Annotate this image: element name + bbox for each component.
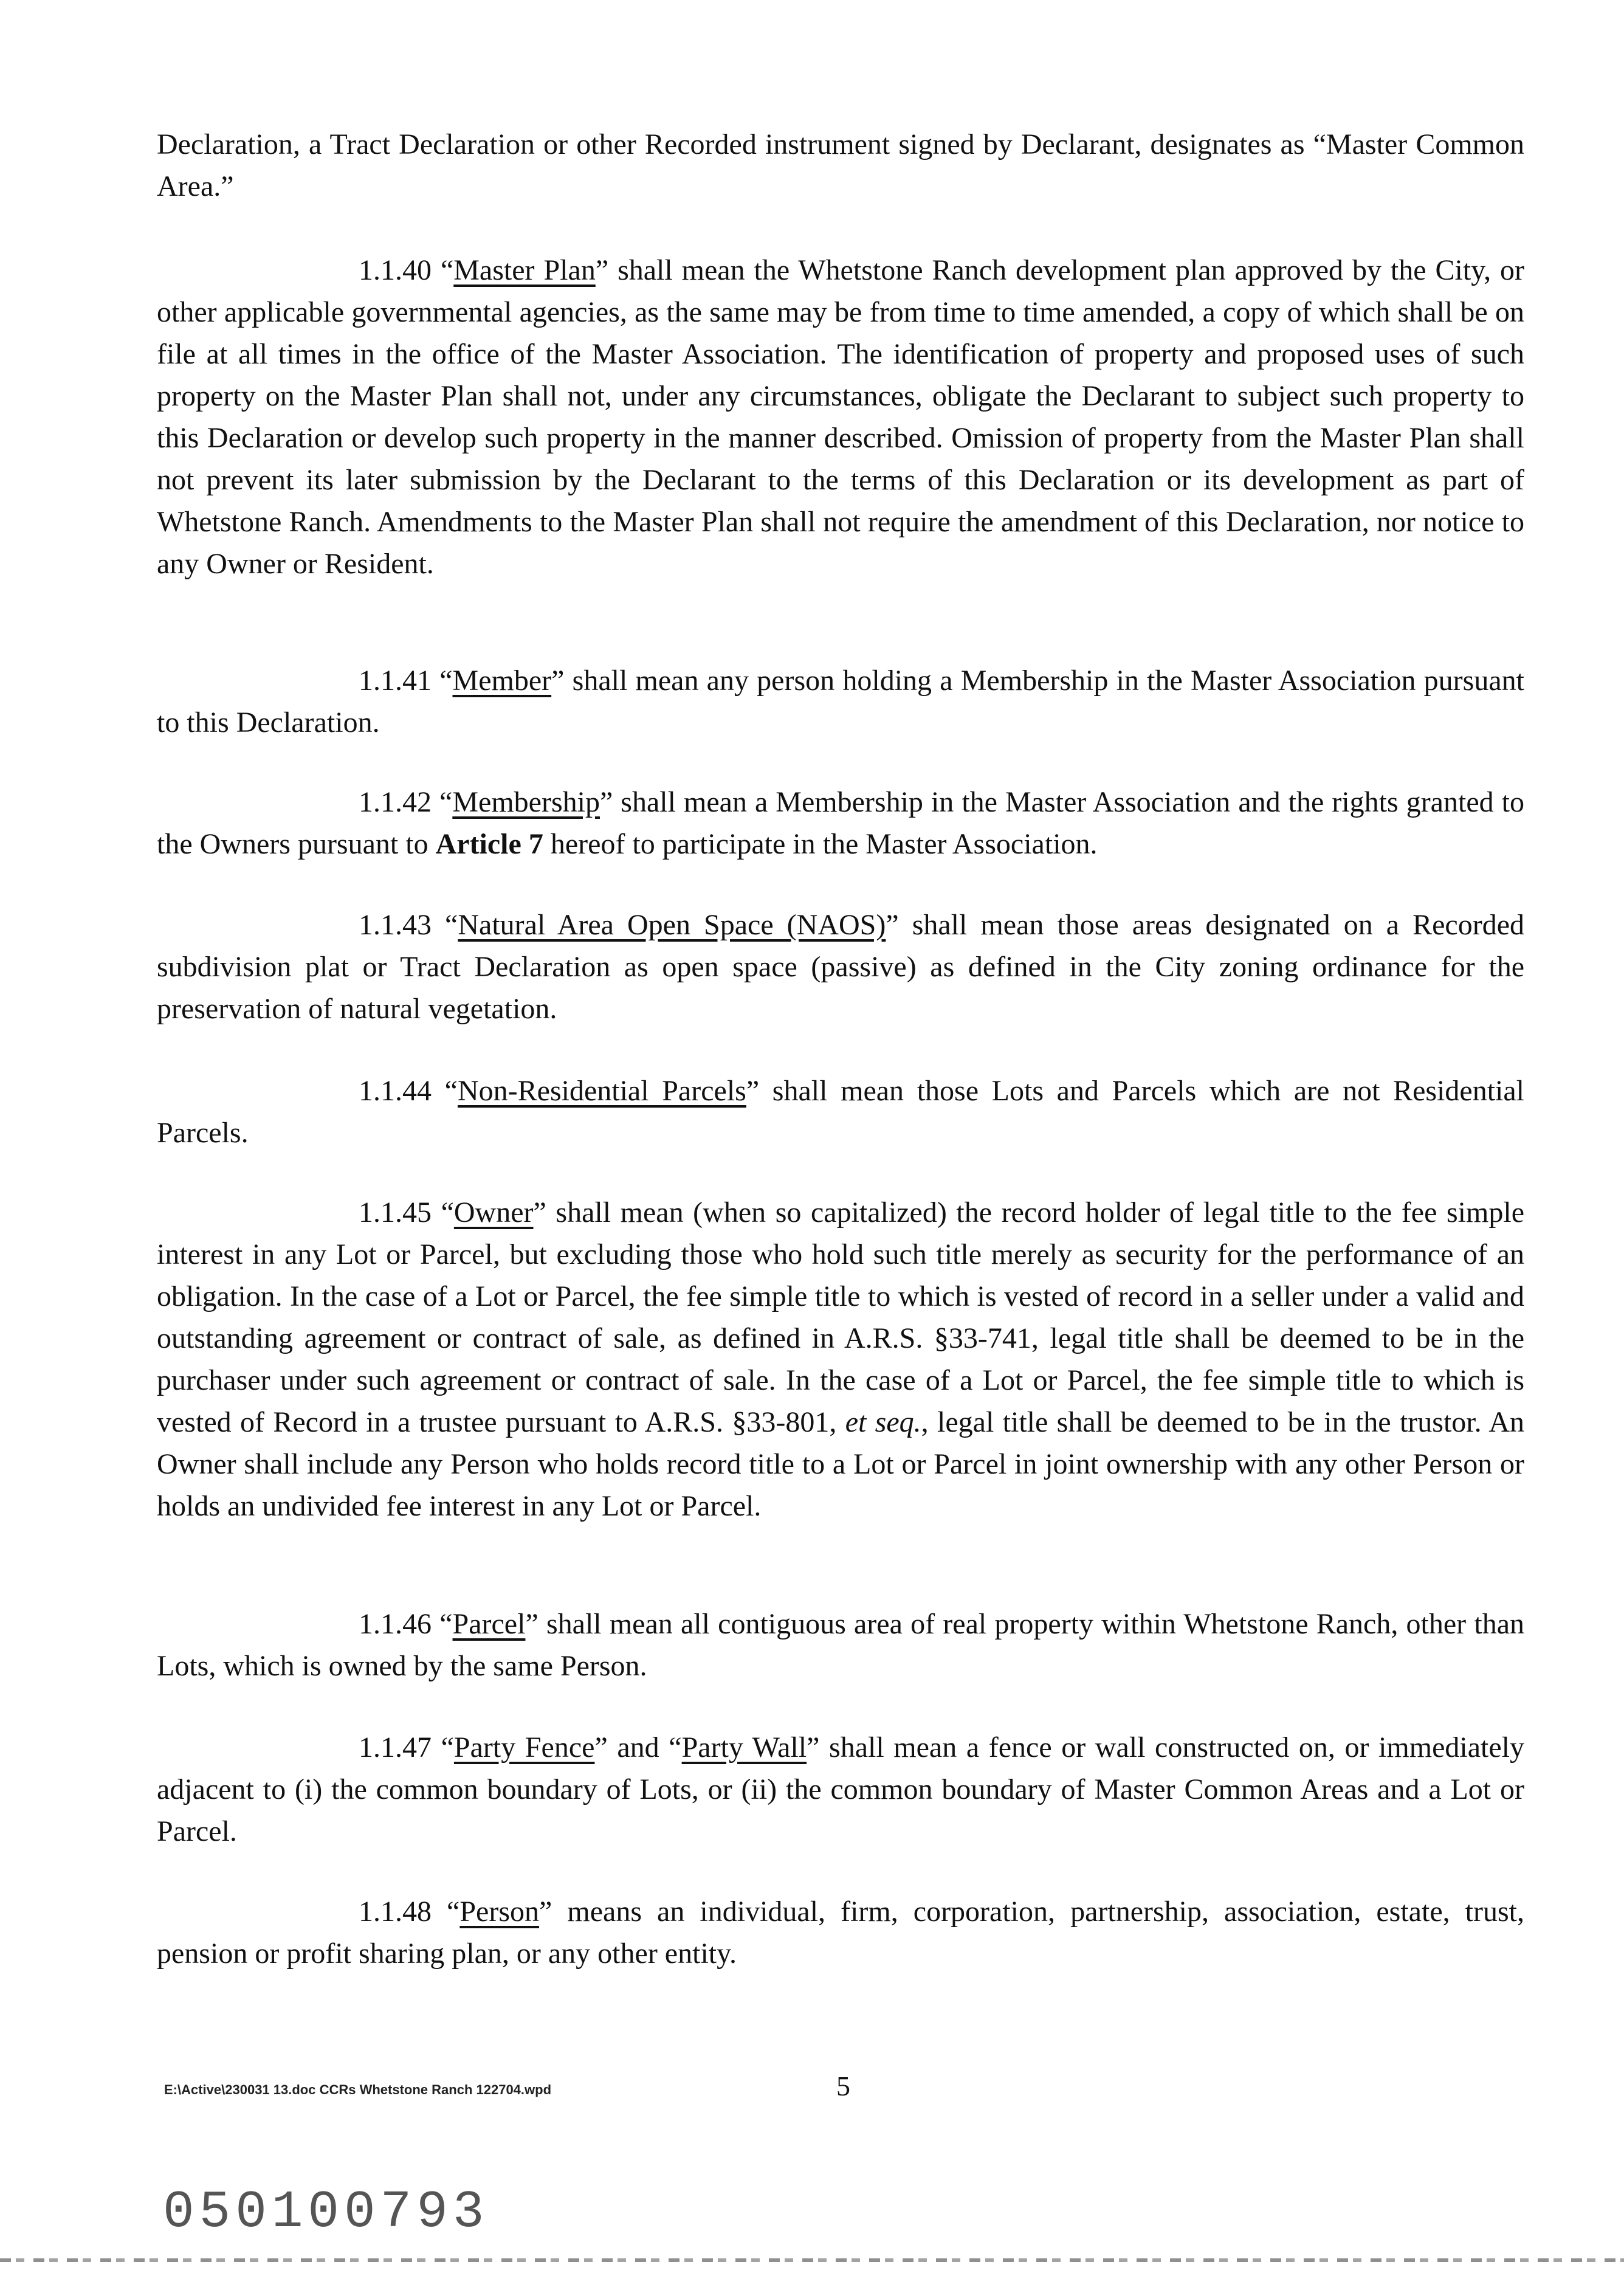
defined-term: Party Fence [453, 1731, 595, 1764]
file-path-footer: E:\Active\230031 13.doc CCRs Whetstone Ranch 122704.wpd [164, 2082, 552, 2097]
defined-term: Membership [452, 786, 600, 818]
article-reference: Article 7 [435, 828, 543, 860]
definition-number: 1.1.47 [359, 1731, 432, 1764]
definition-text: shall mean all contiguous area of real property within Whetstone Ranch, other than Lots, which is owned by the same Person. [157, 1608, 1524, 1682]
defined-term: Parcel [452, 1608, 526, 1640]
definition-1-1-45: 1.1.45 “Owner” shall mean (when so capitalized) the record holder of legal title to the fee simple interest in any Lot or Parcel, but excluding those who hold such title merely as security for the performance of an obligation. In the case of a Lot or Parcel, the fee simple title to which is vested of record in a seller under a valid and outstanding agreement or contract of sale, as defined in A.R.S. §33-741, legal title shall be deemed to be in the purchaser under such agreement or contract of sale. In the case of a Lot or Parcel, the fee simple title to which is vested of Record in a trustee pursuant to A.R.S. §33-801, et seq., legal title shall be deemed to be in the trustor. An Owner shall include any Person who holds record title to a Lot or Parcel in joint ownership with any other Person or holds an undivided fee interest in any Lot or Parcel. [157, 1196, 1524, 1522]
defined-term: Person [459, 1895, 540, 1928]
defined-term: Natural Area Open Space (NAOS) [458, 909, 886, 941]
definition-number: 1.1.45 [359, 1196, 432, 1229]
definition-text: hereof to participate in the Master Association. [543, 828, 1098, 860]
definition-text: shall mean those Lots and Parcels which are not Residential Parcels. [157, 1075, 1525, 1149]
page-number: 5 [836, 2071, 850, 2102]
definition-number: 1.1.48 [359, 1895, 432, 1928]
defined-term-2: Party Wall [681, 1731, 807, 1764]
definition-1-1-41: 1.1.41 “Member” shall mean any person holding a Membership in the Master Association pursuant to this Declaration. [157, 664, 1524, 739]
definition-1-1-44: 1.1.44 “Non-Residential Parcels” shall mean those Lots and Parcels which are not Residential Parcels. [157, 1075, 1525, 1149]
defined-term: Member [452, 664, 552, 697]
definition-1-1-42: 1.1.42 “Membership” shall mean a Membership in the Master Association and the rights granted to the Owners pursuant to Article 7 hereof to participate in the Master Association. [157, 786, 1524, 860]
defined-term: Master Plan [453, 254, 596, 286]
continuation-paragraph: Declaration, a Tract Declaration or other Recorded instrument signed by Declarant, designates as “Master Common Area.” [157, 128, 1524, 202]
definition-text: shall mean (when so capitalized) the record holder of legal title to the fee simple interest in any Lot or Parcel, but excluding those who hold such title merely as security for the performance of an obligation. In the case of a Lot or Parcel, the fee simple title to which is vested of record in a seller under a valid and outstanding agreement or contract of sale, as defined in A.R.S. §33-741, legal title shall be deemed to be in the purchaser under such agreement or contract of sale. In the case of a Lot or Parcel, the fee simple title to which is vested of Record in a trustee pursuant to A.R.S. §33-801, [157, 1196, 1524, 1438]
definition-text: shall mean those areas designated on a Recorded subdivision plat or Tract Declaration as open space (passive) as defined in the City zoning ordinance for the preservation of natural vegetation. [157, 909, 1524, 1025]
definition-number: 1.1.40 [359, 254, 432, 286]
definition-number: 1.1.43 [359, 909, 432, 941]
latin-phrase: et seq. [845, 1406, 921, 1438]
definition-text: shall mean a fence or wall constructed on, or immediately adjacent to (i) the common boundary of Lots, or (ii) the common boundary of Master Common Areas and a Lot or Parcel. [157, 1731, 1525, 1847]
definition-number: 1.1.46 [359, 1608, 432, 1640]
defined-term: Non-Residential Parcels [457, 1075, 746, 1107]
definition-1-1-43: 1.1.43 “Natural Area Open Space (NAOS)” shall mean those areas designated on a Recorded subdivision plat or Tract Declaration as open space (passive) as defined in the City zoning ordinance for the preservation of natural vegetation. [157, 909, 1524, 1025]
definition-1-1-48: 1.1.48 “Person” means an individual, firm, corporation, partnership, association, estate, trust, pension or profit sharing plan, or any other entity. [157, 1895, 1525, 1970]
definition-1-1-47: 1.1.47 “Party Fence” and “Party Wall” shall mean a fence or wall constructed on, or immediately adjacent to (i) the common boundary of Lots, or (ii) the common boundary of Master Common Areas and a Lot or Parcel. [157, 1731, 1525, 1847]
definition-1-1-40: 1.1.40 “Master Plan” shall mean the Whetstone Ranch development plan approved by the City, or other applicable governmental agencies, as the same may be from time to time amended, a copy of which shall be on file at all times in the office of the Master Association. The identification of property and proposed uses of such property on the Master Plan shall not, under any circumstances, obligate the Declarant to subject such property to this Declaration or develop such property in the manner described. Omission of property from the Master Plan shall not prevent its later submission by the Declarant to the terms of this Declaration or its development as part of Whetstone Ranch. Amendments to the Master Plan shall not require the amendment of this Declaration, nor notice to any Owner or Resident. [157, 254, 1524, 580]
definition-text: shall mean any person holding a Membership in the Master Association pursuant to this Declaration. [157, 664, 1524, 739]
definition-number: 1.1.44 [359, 1075, 432, 1107]
definition-text: means an individual, firm, corporation, partnership, association, estate, trust, pension or profit sharing plan, or any other entity. [157, 1895, 1525, 1970]
definition-text: shall mean a Membership in the Master Association and the rights granted to the Owners pursuant to [157, 786, 1524, 860]
defined-term: Owner [453, 1196, 534, 1229]
definition-number: 1.1.41 [359, 664, 432, 697]
recording-document-number: 050100793 [163, 2182, 489, 2242]
definition-number: 1.1.42 [359, 786, 432, 818]
definition-text: shall mean the Whetstone Ranch development plan approved by the City, or other applicable governmental agencies, as the same may be from time to time amended, a copy of which shall be on file at all times in the office of the Master Association. The identification of property and proposed uses of such property on the Master Plan shall not, under any circumstances, obligate the Declarant to subject such property to this Declaration or develop such property in the manner described. Omission of property from the Master Plan shall not prevent its later submission by the Declarant to the terms of this Declaration or its development as part of Whetstone Ranch. Amendments to the Master Plan shall not require the amendment of this Declaration, nor notice to any Owner or Resident. [157, 254, 1524, 580]
definition-text: , legal title shall be deemed to be in the trustor. An Owner shall include any Person who holds record title to a Lot or Parcel in joint ownership with any other Person or holds an undivided fee interest in any Lot or Parcel. [157, 1406, 1524, 1522]
definition-1-1-46: 1.1.46 “Parcel” shall mean all contiguous area of real property within Whetstone Ranch, other than Lots, which is owned by the same Person. [157, 1608, 1524, 1682]
scan-edge-artifact [0, 2258, 1624, 2262]
